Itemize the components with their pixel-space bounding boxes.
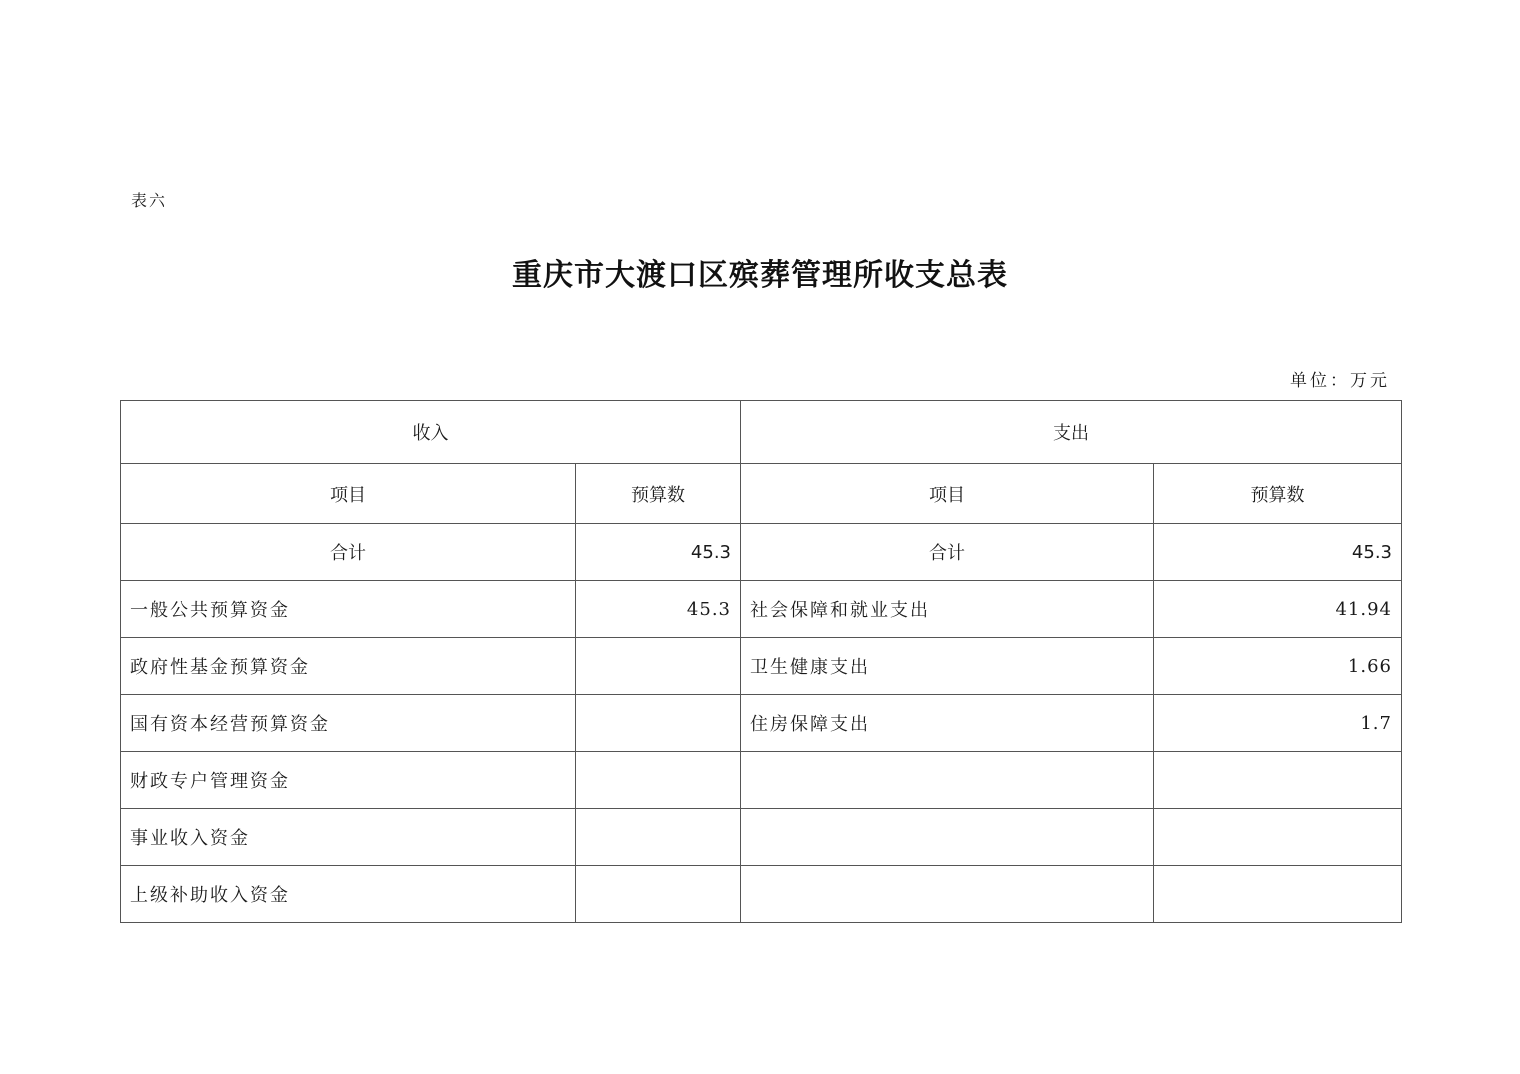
income-item-cell: 上级补助收入资金 xyxy=(121,866,576,923)
table-row xyxy=(121,866,1402,923)
income-item-cell: 国有资本经营预算资金 xyxy=(121,695,576,752)
expense-value-cell: 1.7 xyxy=(1154,695,1402,752)
table-number: 表六 xyxy=(131,191,168,210)
document-title: 重庆市大渡口区殡葬管理所收支总表 xyxy=(512,258,1008,293)
table-row xyxy=(121,638,1402,695)
income-total-value: 45.3 xyxy=(576,524,741,581)
income-group-header: 收入 xyxy=(121,401,741,464)
table-group-header-row xyxy=(121,401,1402,464)
income-value-cell xyxy=(576,752,741,809)
expense-item-cell xyxy=(741,866,1154,923)
expense-total-label: 合计 xyxy=(741,524,1154,581)
expense-total-value: 45.3 xyxy=(1154,524,1402,581)
expense-item-cell xyxy=(741,809,1154,866)
income-value-cell: 45.3 xyxy=(576,581,741,638)
expense-value-cell xyxy=(1154,866,1402,923)
expense-item-cell xyxy=(741,752,1154,809)
income-item-cell: 一般公共预算资金 xyxy=(121,581,576,638)
expense-value-cell: 41.94 xyxy=(1154,581,1402,638)
income-total-label: 合计 xyxy=(121,524,576,581)
expense-value-cell xyxy=(1154,752,1402,809)
income-value-cell xyxy=(576,638,741,695)
table-row xyxy=(121,809,1402,866)
table-row xyxy=(121,752,1402,809)
income-item-cell: 事业收入资金 xyxy=(121,809,576,866)
expense-group-header: 支出 xyxy=(741,401,1402,464)
income-item-cell: 政府性基金预算资金 xyxy=(121,638,576,695)
income-value-cell xyxy=(576,866,741,923)
expense-amount-header: 预算数 xyxy=(1154,464,1402,524)
expense-value-cell xyxy=(1154,809,1402,866)
income-value-cell xyxy=(576,809,741,866)
income-item-header: 项目 xyxy=(121,464,576,524)
total-row xyxy=(121,524,1402,581)
table-column-header-row xyxy=(121,464,1402,524)
expense-item-cell: 卫生健康支出 xyxy=(741,638,1154,695)
expense-value-cell: 1.66 xyxy=(1154,638,1402,695)
expense-item-cell: 社会保障和就业支出 xyxy=(741,581,1154,638)
budget-summary-table xyxy=(120,400,1402,923)
expense-item-header: 项目 xyxy=(741,464,1154,524)
expense-item-cell: 住房保障支出 xyxy=(741,695,1154,752)
income-amount-header: 预算数 xyxy=(576,464,741,524)
unit-note: 单位：万元 xyxy=(1290,371,1390,391)
table-row xyxy=(121,581,1402,638)
income-value-cell xyxy=(576,695,741,752)
table-row xyxy=(121,695,1402,752)
income-item-cell: 财政专户管理资金 xyxy=(121,752,576,809)
